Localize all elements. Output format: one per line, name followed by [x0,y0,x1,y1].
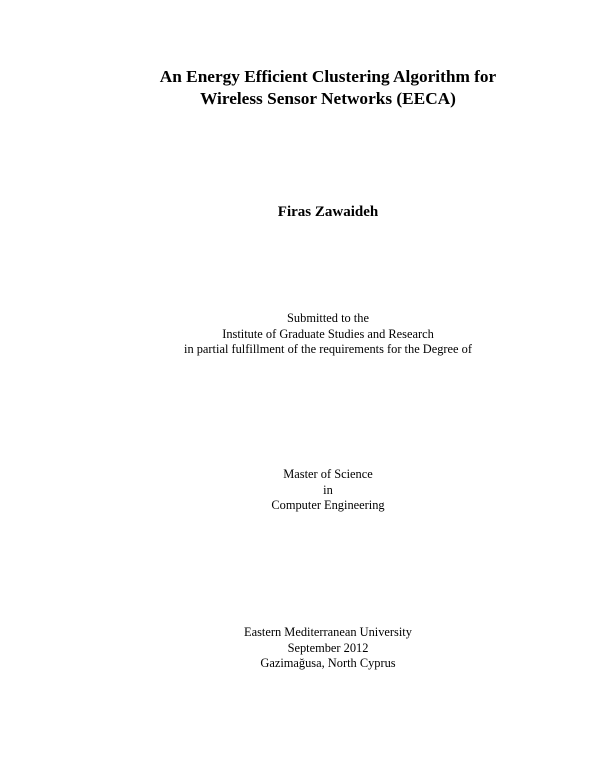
submission-line-1: Submitted to the [287,311,369,325]
submission-statement [0,311,600,358]
submission-line-3: in partial fulfillment of the requirements for the Degree of [184,342,472,357]
author-section [0,202,600,222]
university-name: Eastern Mediterranean University [244,625,412,639]
institution-section [0,625,600,672]
university-location: Gazimağusa, North Cyprus [260,656,396,671]
thesis-title-line-2: Wireless Sensor Networks (EECA) [200,89,456,108]
author-name: Firas Zawaideh [277,204,379,220]
thesis-title-line-1: An Energy Efficient Clustering Algorithm for [159,67,497,86]
degree-field: Computer Engineering [271,498,385,513]
degree-name: Master of Science [283,467,373,481]
degree-section [0,467,600,514]
thesis-title [0,66,600,110]
submission-date: September 2012 [287,640,369,655]
submission-line-2: Institute of Graduate Studies and Research [222,326,434,341]
degree-connector: in [323,482,333,497]
